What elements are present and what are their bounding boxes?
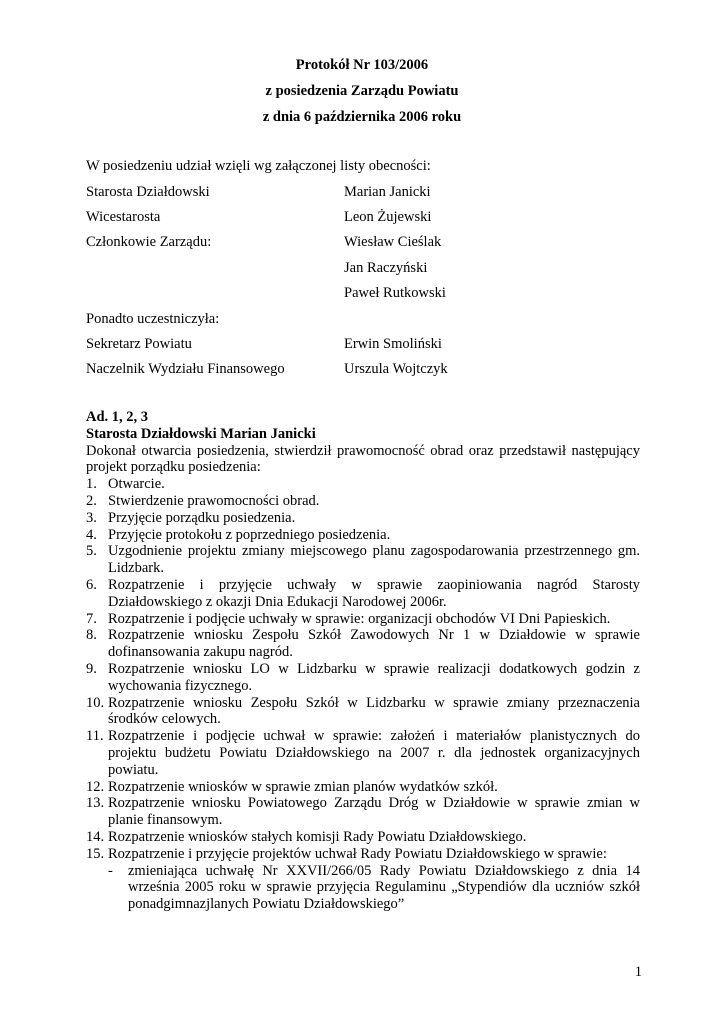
section-speaker: Starosta Działdowski Marian Janicki [86, 425, 316, 442]
page-number: 1 [634, 964, 642, 980]
agenda-item [86, 627, 640, 661]
minutes-body [86, 409, 640, 913]
attendance-name: Marian Janicki [344, 184, 431, 200]
attendance-role: Sekretarz Powiatu [86, 336, 192, 352]
agenda-item-number: 1. [86, 476, 97, 493]
document-subtitle: z posiedzenia Zarządu Powiatu [265, 83, 459, 99]
agenda-item-text: Otwarcie. [108, 476, 165, 493]
attendance-role: Naczelnik Wydziału Finansowego [86, 361, 285, 377]
agenda-subitem-text: zmieniająca uchwałę Nr XXVII/266/05 Rady Powiatu Działdowskiego z dnia 14 września 2005 roku w sprawie przyjęcia Regulaminu „Stypendiów dla uczniów szkół ponadgimnazjlanych Powiatu Działdowskiego” [128, 862, 640, 913]
agenda-item-text: Rozpatrzenie wniosków stałych komisji Rady Powiatu Działdowskiego. [108, 828, 527, 845]
section-text: Dokonał otwarcia posiedzenia, stwierdził prawomocność obrad oraz przedstawił następujący projekt porządku posiedzenia: [86, 442, 640, 476]
agenda-item-number: 3. [86, 509, 97, 526]
agenda-item-number: 14. [86, 828, 105, 845]
attendance-name: Wiesław Cieślak [344, 234, 442, 250]
agenda-item-text: Rozpatrzenie wniosku Zespołu Szkół Zawodowych Nr 1 w Działdowie w sprawie dofinansowania zakupu nagród. [108, 627, 640, 661]
attendance-name: Paweł Rutkowski [344, 285, 446, 301]
agenda-item-number: 12. [86, 778, 105, 795]
agenda-list [86, 476, 640, 913]
agenda-item-text: Rozpatrzenie wniosku LO w Lidzbarku w sprawie realizacji dodatkowych godzin z wychowania fizycznego. [108, 660, 640, 694]
agenda-item [86, 728, 640, 778]
agenda-item [86, 695, 640, 729]
agenda-item-number: 5. [86, 543, 97, 560]
agenda-item-text: Rozpatrzenie wniosków w sprawie zmian planów wydatków szkół. [108, 778, 498, 795]
agenda-item-text: Rozpatrzenie i podjęcie uchwał w sprawie: założeń i materiałów planistycznych do projektu budżetu Powiatu Działdowskiego na 2007 r. dla jednostek organizacyjnych powiatu. [108, 728, 640, 778]
attendance-role: Wicestarosta [86, 209, 161, 225]
agenda-item-number: 15. [86, 845, 105, 862]
agenda-item [86, 577, 640, 611]
agenda-item-text: Rozpatrzenie i podjęcie uchwały w sprawie: organizacji obchodów VI Dni Papieskich. [108, 610, 611, 627]
agenda-item [86, 661, 640, 695]
agenda-sublist [108, 863, 640, 913]
document-title: Protokół Nr 103/2006 [295, 57, 429, 73]
attendance-name: Jan Raczyński [344, 260, 428, 276]
agenda-item-number: 2. [86, 492, 97, 509]
agenda-item [86, 510, 640, 527]
agenda-item-number: 7. [86, 610, 97, 627]
agenda-subitem-dash: - [108, 862, 113, 879]
agenda-item-number: 13. [86, 795, 105, 812]
agenda-item [86, 795, 640, 829]
agenda-item [86, 829, 640, 846]
attendance-name: Leon Żujewski [344, 209, 432, 225]
attendance-name: Erwin Smoliński [344, 336, 442, 352]
agenda-item-text: Przyjęcie protokołu z poprzedniego posiedzenia. [108, 526, 391, 543]
agenda-item [86, 779, 640, 796]
agenda-item-text: Rozpatrzenie wniosku Zespołu Szkół w Lidzbarku w sprawie zmiany przeznaczenia środków celowych. [108, 694, 640, 728]
agenda-item [86, 846, 640, 913]
agenda-item-text: Rozpatrzenie i przyjęcie projektów uchwał Rady Powiatu Działdowskiego w sprawie: [108, 845, 607, 862]
agenda-item [86, 527, 640, 544]
agenda-item-text: Uzgodnienie projektu zmiany miejscowego planu zagospodarowania przestrzennego gm. Lidzbark. [108, 543, 640, 577]
agenda-item-number: 10. [86, 694, 105, 711]
agenda-item-text: Stwierdzenie prawomocności obrad. [108, 492, 320, 509]
attendance-role: Członkowie Zarządu: [86, 234, 212, 250]
agenda-item [86, 611, 640, 628]
agenda-item [86, 493, 640, 510]
agenda-item [86, 476, 640, 493]
document-date: z dnia 6 października 2006 roku [262, 109, 462, 125]
attendance-name: Urszula Wojtczyk [344, 361, 448, 377]
agenda-item-number: 9. [86, 660, 97, 677]
agenda-item-number: 4. [86, 526, 97, 543]
agenda-subitem [108, 863, 640, 913]
agenda-item-number: 8. [86, 627, 97, 644]
agenda-item-number: 11. [86, 728, 104, 745]
agenda-item [86, 543, 640, 577]
attendance-intro: W posiedzeniu udział wzięli wg załączonej listy obecności: [86, 158, 431, 174]
agenda-item-text: Przyjęcie porządku posiedzenia. [108, 509, 296, 526]
attendance-role: Starosta Działdowski [86, 184, 210, 200]
attendance-role: Ponadto uczestniczyła: [86, 311, 220, 327]
agenda-item-text: Rozpatrzenie i przyjęcie uchwały w sprawie zaopiniowania nagród Starosty Działdowskiego z okazji Dnia Edukacji Narodowej 2006r. [108, 576, 640, 610]
agenda-item-number: 6. [86, 576, 97, 593]
agenda-item-text: Rozpatrzenie wniosku Powiatowego Zarządu Dróg w Działdowie w sprawie zmian w planie finansowym. [108, 795, 640, 829]
section-heading: Ad. 1, 2, 3 [86, 409, 149, 425]
